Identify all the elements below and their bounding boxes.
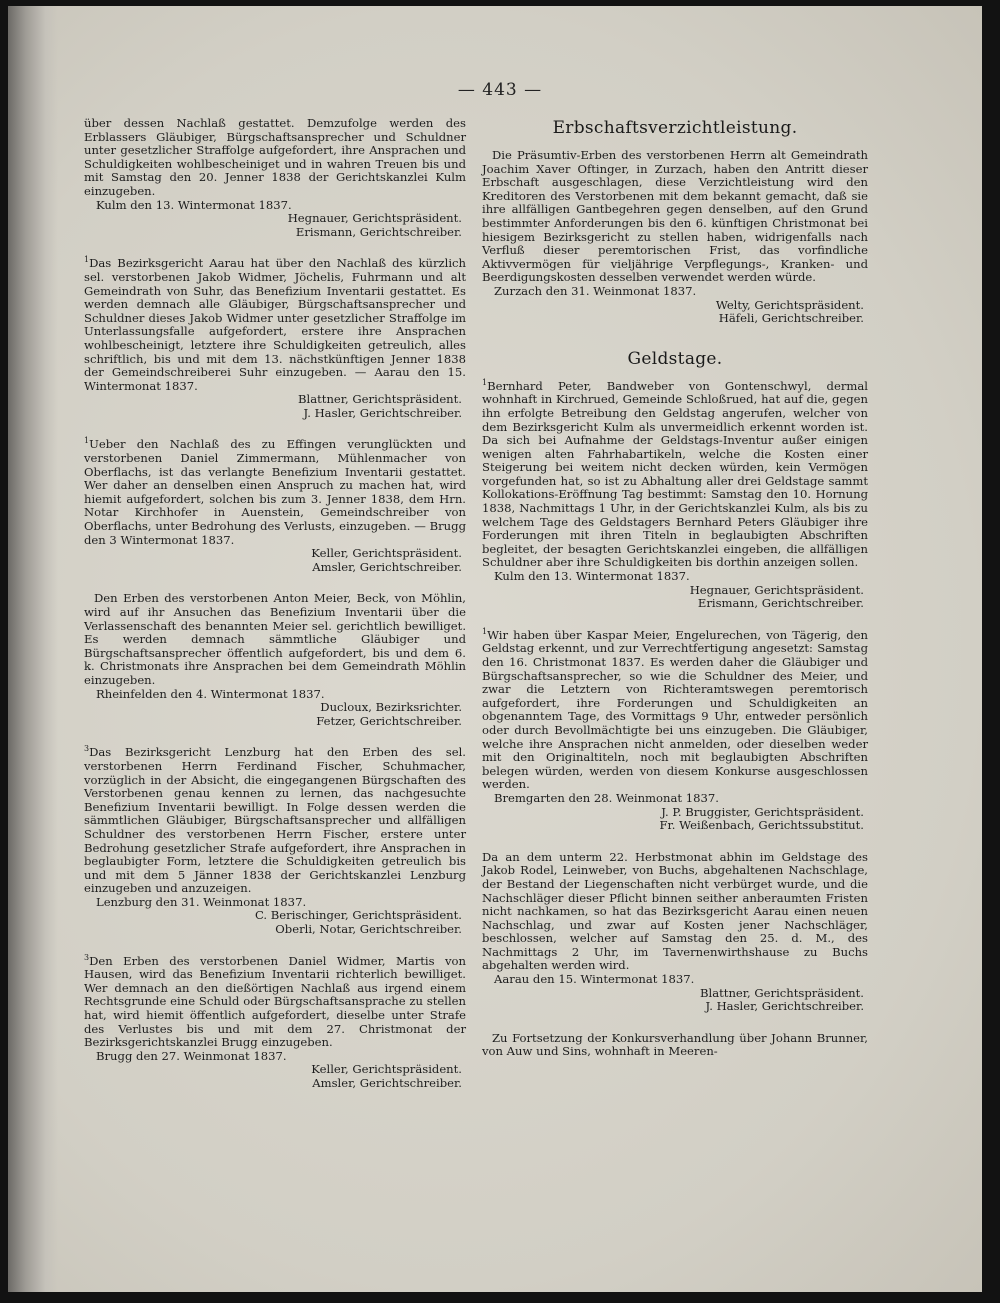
signature-clerk: J. Hasler, Gerichtschreiber.	[303, 405, 462, 420]
notice-date: Rheinfelden den 4. Wintermonat 1837.	[96, 686, 325, 701]
signature-clerk: Oberli, Notar, Gerichtschreiber.	[275, 922, 462, 937]
notice-text: $^3$Das Bezirksgericht Lenzburg hat den Erben des sel. verstorbenen Herrn Ferdinand Fischer, Schuhmacher, vorzüglich in der Absicht, die eingegangenen Bürgschaften des Verstorbenen genau kennen zu lernen, das nachgesuchte Benefizium Inventarii bewilligt. In Folge dessen werden die sämmtlichen Gläubiger, Bürgschaftsansprecher und allfälligen Schuldner des verstorbenen Herrn Fischer, erstere unter Bedrohung gesetzlicher Strafe aufgefordert, ihre Ansprachen in beglaubigter Form, letztere die Schuldigkeiten getreulich bis und mit dem 5 Jänner 1838 der Gerichtskanzlei Lenzburg einzugeben und anzuzeigen.	[84, 744, 466, 896]
footnote-marker: 3	[84, 952, 90, 962]
section-heading-geldstage: Geldstage.	[627, 348, 723, 369]
notice-date: Aarau den 15. Wintermonat 1837.	[494, 972, 695, 987]
signature-president: Blattner, Gerichtspräsident.	[700, 985, 864, 1000]
notice-meier-bremgarten	[482, 626, 868, 833]
signature-president: Welty, Gerichtspräsident.	[715, 297, 864, 312]
signature-clerk: Amsler, Gerichtschreiber.	[312, 1076, 462, 1090]
signature-president: Blattner, Gerichtspräsident.	[298, 392, 462, 407]
signature-clerk: J. Hasler, Gerichtschreiber.	[705, 999, 864, 1014]
notice-zimmermann-brugg	[84, 438, 466, 574]
signature-clerk: Amsler, Gerichtschreiber.	[312, 559, 462, 574]
signature-president: J. P. Bruggister, Gerichtspräsident.	[661, 804, 864, 819]
footnote-marker: 1	[482, 377, 488, 387]
notice-text: $^1$Das Bezirksgericht Aarau hat über den Nachlaß des kürzlich sel. verstorbenen Jakob Widmer, Jöchelis, Fuhrmann und alt Gemeindrath von Suhr, das Benefizium Inventarii gestattet. Es werden demnach alle Gläubiger, Bürgschaftsansprecher und Schuldner dieses Jakob Widmer unter gesetzlicher Straffolge im Unterlassungsfalle aufgefordert, erstere ihre Ansprachen wohlbescheinigt, letztere ihre Schuldigkeiten getreulich, alles schriftlich, bis und mit dem 13. nächstkünftigen Jenner 1838 der Gemeindschreiberei Suhr einzugeben. — Aarau den 15. Wintermonat 1837.	[84, 255, 466, 393]
page-number: — 443 —	[457, 80, 543, 100]
footnote-marker: 1	[84, 255, 90, 265]
left-column	[84, 117, 466, 1109]
notice-text: Den Erben des verstorbenen Anton Meier, Beck, von Möhlin, wird auf ihr Ansuchen das Benefizium Inventarii über die Verlassenschaft des benannten Meier sel. gerichtlich bewilliget. Es werden demnach sämmtliche Gläubiger und Bürgschaftsansprecher öffentlich aufgefordert, bis und dem 6. k. Christmonats ihre Ansprachen bei dem Gemeindrath Möhlin einzugeben.	[84, 591, 466, 687]
signature-substitute: Fr. Weißenbach, Gerichtssubstitut.	[659, 818, 864, 833]
notice-text: Da an dem unterm 22. Herbstmonat abhin im Geldstage des Jakob Rodel, Leinweber, von Buchs, abgehaltenen Nachschlage, der Bestand der Liegenschaften nicht verbürget wurde, und die Nachschläger dieser Pflicht binnen seither anberaumten Fristen nicht nachkamen, so hat das Bezirksgericht Aarau einen neuen Nachschlag, und zwar auf Kosten jener Nachschläger, beschlossen, welcher auf Samstag den 25. d. M., des Nachmittags 2 Uhr, im Tavernenwirthshause zu Buchs abgehalten werden wird.	[482, 849, 868, 973]
footnote-marker: 3	[84, 744, 90, 754]
signature-president: Keller, Gerichtspräsident.	[311, 546, 462, 561]
notice-oftinger-zurzach	[482, 149, 868, 326]
notice-meier-moehlin	[84, 592, 466, 728]
notice-date: Zurzach den 31. Weinmonat 1837.	[494, 283, 697, 298]
notice-date: Lenzburg den 31. Weinmonat 1837.	[96, 894, 307, 909]
notice-date: Kulm den 13. Wintermonat 1837.	[96, 197, 292, 212]
notice-text: $^1$Ueber den Nachlaß des zu Effingen verunglückten und verstorbenen Daniel Zimmermann, Mühlenmacher von Oberflachs, ist das verlangte Benefizium Inventarii gestattet. Wer daher an denselben einen Anspruch zu machen hat, wird hiemit aufgefordert, solchen bis zum 3. Jenner 1838, dem Hrn. Notar Kirchhofer in Auenstein, Gemeindschreiber von Oberflachs, unter Bedrohung des Verlusts, einzugeben. — Brugg den 3 Wintermonat 1837.	[84, 436, 466, 547]
notice-text: $^1$Bernhard Peter, Bandweber von Gontenschwyl, dermal wohnhaft in Kirchrued, Gemeinde Schloßrued, hat auf die, gegen ihn erfolgte Betreibung den Geldstag angerufen, welcher von dem Bezirksgericht Kulm als unvermeidlich erkennt worden ist. Da sich bei Aufnahme der Geldstags-Inventur außer einigen wenigen alten Fahrhabartikeln, welche die Kosten einer Steigerung bei weitem nicht decken würden, kein Vermögen vorgefunden hat, so ist zu Abhaltung aller drei Geldstage sammt Kollokations-Eröffnung Tag bestimmt: Samstag den 10. Hornung 1838, Nachmittags 1 Uhr, in der Gerichtskanzlei Kulm, als bis zu welchem Tage des Geldstagers Bernhard Peters Gläubiger ihre Forderungen mit ihren Titeln in beglaubigten Abschriften begleitet, der besagten Gerichtskanzlei eingeben, die allfälligen Schuldner aber ihre Schuldigkeiten bis dorthin anzeigen sollen.	[482, 377, 868, 570]
notice-text: Zu Fortsetzung der Konkursverhandlung über Johann Brunner, von Auw und Sins, wohnhaft in Meeren-	[482, 1030, 868, 1059]
section-heading-erbschaftsverzicht: Erbschaftsverzichtleistung.	[552, 118, 798, 138]
notice-text: über dessen Nachlaß gestattet. Demzufolge werden des Erblassers Gläubiger, Bürgschaftsansprecher und Schuldner unter gesetzlicher Straffolge aufgefordert, ihre Ansprachen und Schuldigkeiten wohlbescheiniget und in wahren Treuen bis und mit Samstag den 20. Jenner 1838 der Gerichtskanzlei Kulm einzugeben.	[84, 116, 466, 198]
signature-president: C. Berischinger, Gerichtspräsident.	[254, 908, 462, 923]
notice-peter-kulm	[482, 377, 868, 611]
notice-fischer-lenzburg	[84, 746, 466, 936]
signature-president: Keller, Gerichtspräsident.	[311, 1062, 462, 1077]
notice-text: $^3$Den Erben des verstorbenen Daniel Widmer, Martis von Hausen, wird das Benefizium Inventarii richterlich bewilliget. Wer demnach an den dießörtigen Nachlaß aus irgend einem Rechtsgrunde eine Schuld oder Bürgschaftsansprache zu stellen hat, wird hiemit öffentlich aufgefordert, dieselbe unter Strafe des Verlustes bis und mit dem 27. Christmonat der Bezirksgerichtskanzlei Brugg einzugeben.	[84, 952, 466, 1050]
notice-date: Brugg den 27. Weinmonat 1837.	[96, 1048, 287, 1063]
notice-text: $^1$Wir haben über Kaspar Meier, Engelurechen, von Tägerig, den Geldstag erkennt, und zur Verrechtfertigung angesetzt: Samstag den 16. Christmonat 1837. Es werden daher die Gläubiger und Bürgschaftsansprecher, so wie die Schuldner des Meier, und zwar die Letztern von Richteramtswegen peremtorisch aufgefordert, ihre Forderungen und Schuldigkeiten an obgenanntem Tage, des Vormittags 9 Uhr, entweder persönlich oder durch Bevollmächtigte bei uns einzugeben. Die Gläubiger, welche ihre Ansprachen nicht anmelden, oder dieselben weder mit den Originaltiteln, noch mit beglaubigten Abschriften belegen würden, werden von diesem Konkurse ausgeschlossen werden.	[482, 626, 868, 792]
notice-date: Bremgarten den 28. Weinmonat 1837.	[494, 790, 719, 805]
signature-clerk: Erismann, Gerichtschreiber.	[295, 224, 462, 239]
signature-judge: Ducloux, Bezirksrichter.	[320, 700, 462, 715]
notice-rodel-aarau	[482, 851, 868, 1014]
notice-text: Die Präsumtiv-Erben des verstorbenen Herrn alt Gemeindrath Joachim Xaver Oftinger, in Zurzach, haben den Antritt dieser Erbschaft ausgeschlagen, diese Verzichtleistung wird den Kreditoren des Verstorbenen mit dem bekannt gemacht, daß sie ihre allfälligen Gantbegehren gegen denselben, auf den Grund bestimmter Anforderungen bis den 6. künftigen Christmonat bei hiesigem Bezirksgericht zu stellen haben, widrigenfalls nach Verfluß dieser peremtorischen Frist, das vorfindliche Aktivvermögen für vieljährige Verpflegungs-, Kranken- und Beerdigungskosten desselben verwendet werden würde.	[482, 148, 868, 285]
notice-brunner-continued	[482, 1032, 868, 1059]
footnote-marker: 1	[84, 436, 90, 446]
signature-clerk: Fetzer, Gerichtschreiber.	[316, 713, 462, 728]
signature-president: Hegnauer, Gerichtspräsident.	[689, 582, 864, 597]
notice-date: Kulm den 13. Wintermonat 1837.	[494, 569, 690, 584]
signature-clerk: Häfeli, Gerichtschreiber.	[718, 311, 864, 326]
signature-clerk: Erismann, Gerichtschreiber.	[697, 596, 864, 611]
signature-president: Hegnauer, Gerichtspräsident.	[287, 211, 462, 226]
notice-widmer-aarau	[84, 257, 466, 420]
binding-shadow	[8, 6, 58, 1292]
right-column	[482, 117, 868, 1077]
notice-widmer-brugg	[84, 952, 466, 1091]
notice-nachlass-kulm	[84, 117, 466, 239]
footnote-marker: 1	[482, 626, 488, 636]
